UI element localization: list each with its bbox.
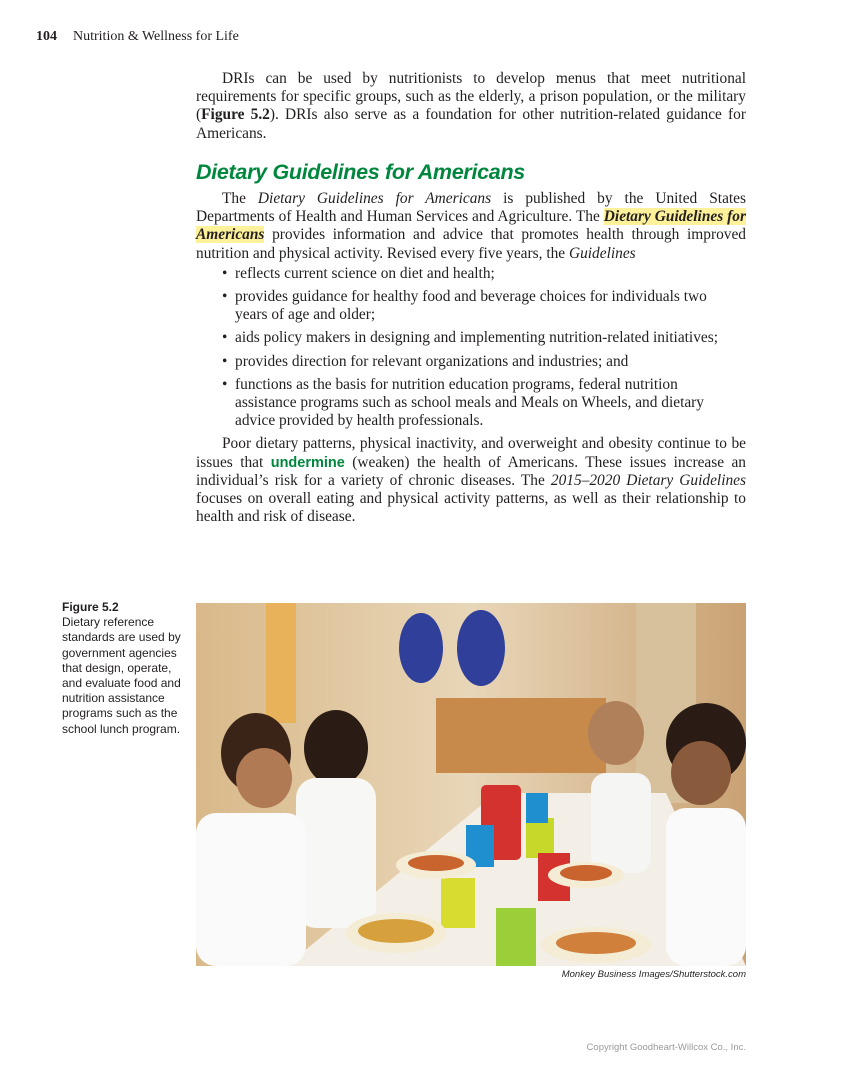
list-item: • provides guidance for healthy food and beverage choices for individuals two years of age and older; [222,288,707,324]
section-heading: Dietary Guidelines for Americans [196,160,525,184]
page-number: 104 [36,29,57,44]
highlighted-term[interactable]: Dietary Guidelines for Americans [196,208,746,244]
copyright-notice: Copyright Goodheart-Willcox Co., Inc. [586,1042,746,1053]
book-title: Nutrition & Wellness for Life [73,29,239,44]
guidelines-bullet-list [196,265,746,431]
list-item: • reflects current science on diet and health; [222,264,495,282]
list-item: • provides direction for relevant organizations and industries; and [222,352,629,370]
intro-paragraph: DRIs can be used by nutritionists to develop menus that meet nutritional requirements for specific groups, such as the elderly, a prison population, or the military (Figure 5.2). DRIs also serve as a foundation for other nutrition-related guidance for Americans. [196,70,746,142]
risk-paragraph: Poor dietary patterns, physical inactivity, and overweight and obesity continue to be issues that undermine (weaken) the health of Americans. These issues increase an individual’s risk for a variety of chronic diseases. The 2015–2020 Dietary Guidelines focuses on overall eating and physical activity patterns, as well as their relationship to health and risk of disease. [196,435,747,526]
photo-credit: Monkey Business Images/Shutterstock.com [561,969,746,980]
figure-label: Figure 5.2 [62,600,119,614]
running-header [36,29,239,45]
figure-caption-text: Dietary reference standards are used by government agencies that design, operate, and evaluate food and nutrition assistance programs such as the school lunch program. [62,615,181,736]
guidelines-section [196,190,746,526]
list-item: • functions as the basis for nutrition education programs, federal nutrition assistance programs such as school meals and Meals on Wheels, and dietary advice provided by health professionals. [222,375,705,430]
figure-reference[interactable]: Figure 5.2 [201,106,270,124]
glossary-term-undermine[interactable]: undermine [270,454,345,471]
intro-section [196,70,746,143]
guidelines-paragraph: The Dietary Guidelines for Americans is published by the United States Departments of Health and Human Services and Agriculture. The Dietary Guidelines for Americans provides information and advice that promotes health through improved nutrition and physical activity. Revised every five years, the Guidelines [196,190,746,262]
figure-caption [62,600,192,737]
school-lunch-photo [196,603,746,966]
list-item: • aids policy makers in designing and implementing nutrition-related initiatives; [222,329,718,347]
